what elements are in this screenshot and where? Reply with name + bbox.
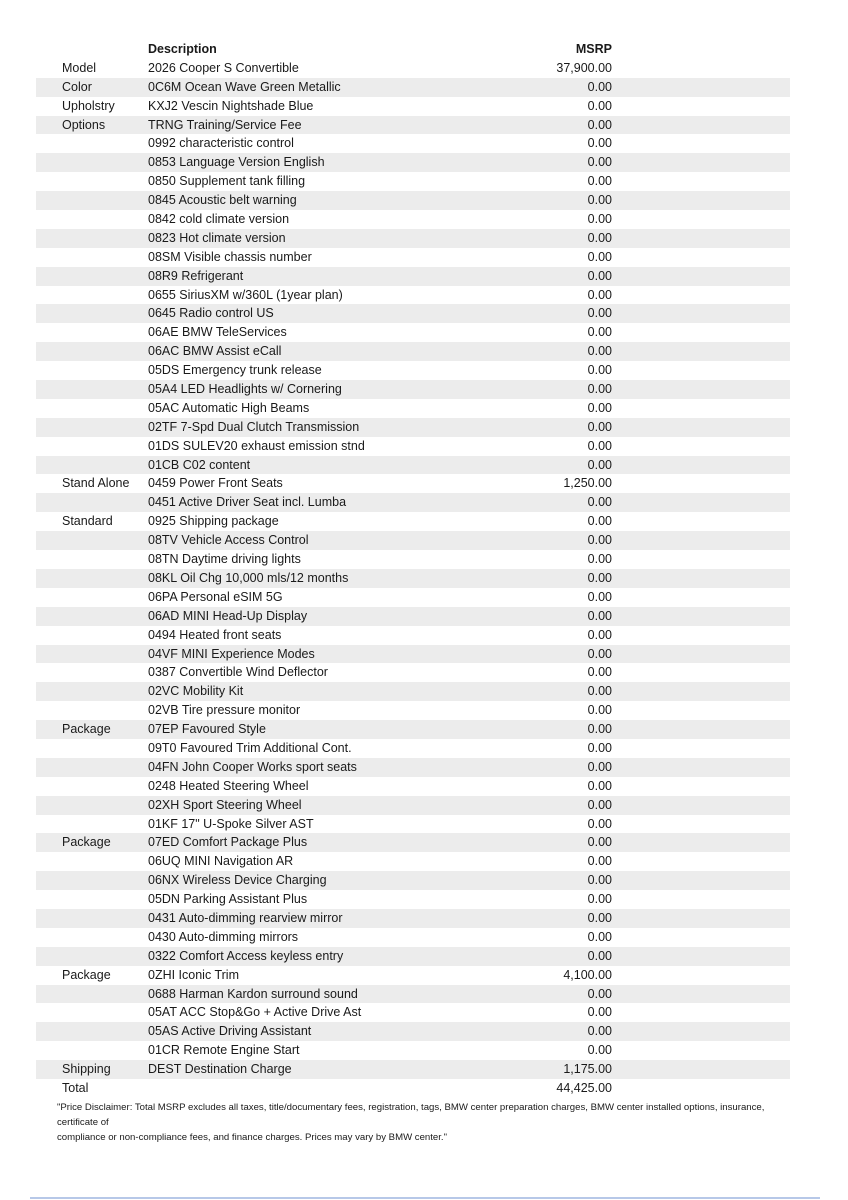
table-row [36,701,790,720]
row-description: 05AT ACC Stop&Go + Active Drive Ast [148,1005,362,1020]
row-msrp: 0.00 [587,249,612,264]
table-row [36,78,790,97]
row-description: 02XH Sport Steering Wheel [148,797,302,812]
row-spacer [612,796,790,815]
row-msrp: 0.00 [587,929,612,944]
row-spacer [612,550,790,569]
row-spacer [612,909,790,928]
row-description: 05AC Automatic High Beams [148,400,310,415]
row-spacer [612,172,790,191]
row-msrp: 0.00 [587,155,612,170]
row-msrp: 0.00 [587,759,612,774]
row-spacer [612,229,790,248]
row-msrp: 0.00 [587,325,612,340]
row-spacer [612,191,790,210]
table-row [36,985,790,1004]
row-category: Standard [62,514,113,529]
row-spacer [612,871,790,890]
row-description: 01CR Remote Engine Start [148,1043,300,1058]
table-row [36,342,790,361]
row-category [36,172,148,191]
table-rows [36,59,790,1098]
row-category [36,645,148,664]
row-description: 0992 characteristic control [148,136,294,151]
column-header-msrp: MSRP [575,42,612,56]
table-row [36,645,790,664]
table-row [36,890,790,909]
table-row [36,928,790,947]
row-spacer [612,134,790,153]
row-msrp: 0.00 [587,514,612,529]
row-description: 0430 Auto-dimming mirrors [148,929,299,944]
table-row [36,437,790,456]
row-spacer [612,210,790,229]
row-msrp: 0.00 [587,193,612,208]
row-description: 08KL Oil Chg 10,000 mls/12 months [148,570,349,585]
row-category: Total [62,1080,89,1095]
row-spacer [612,323,790,342]
row-description: 08SM Visible chassis number [148,249,312,264]
table-row [36,512,790,531]
row-spacer [612,78,790,97]
row-category [36,909,148,928]
table-row [36,248,790,267]
table-row [36,682,790,701]
row-description: 0387 Convertible Wind Deflector [148,665,328,680]
row-description: 0845 Acoustic belt warning [148,193,297,208]
table-row [36,304,790,323]
row-spacer [612,361,790,380]
row-category: Upholstry [62,98,115,113]
row-category [36,928,148,947]
row-spacer [612,758,790,777]
row-spacer [612,153,790,172]
table-row [36,116,790,135]
row-msrp: 0.00 [587,268,612,283]
table-row [36,720,790,739]
row-spacer [612,531,790,550]
row-category [36,361,148,380]
row-msrp: 0.00 [587,400,612,415]
price-disclaimer-line1: "Price Disclaimer: Total MSRP excludes all taxes, title/documentary fees, registration, tags, BMW center preparation charges, BMW center installed options, insurance, certificate of [57,1102,765,1128]
table-row [36,1079,790,1098]
table-row [36,531,790,550]
row-msrp: 0.00 [587,136,612,151]
row-spacer [612,437,790,456]
row-msrp: 0.00 [587,533,612,548]
row-spacer [612,947,790,966]
row-category [36,607,148,626]
row-msrp: 0.00 [587,892,612,907]
table-row [36,286,790,305]
row-msrp: 4,100.00 [563,967,612,982]
table-row [36,626,790,645]
row-category: Package [62,722,111,737]
row-msrp: 44,425.00 [556,1080,612,1095]
row-msrp: 0.00 [587,684,612,699]
table-row [36,796,790,815]
table-row [36,153,790,172]
row-category [36,210,148,229]
row-msrp: 0.00 [587,873,612,888]
table-row [36,588,790,607]
row-category [36,380,148,399]
row-category [36,323,148,342]
price-disclaimer-line2: compliance or non-compliance fees, and finance charges. Prices may vary by BMW center." [57,1131,447,1143]
table-row [36,569,790,588]
row-description: 0C6M Ocean Wave Green Metallic [148,79,341,94]
table-row [36,267,790,286]
row-category [36,531,148,550]
row-spacer [612,815,790,834]
row-description: 02TF 7-Spd Dual Clutch Transmission [148,419,360,434]
row-msrp: 0.00 [587,1005,612,1020]
table-row [36,474,790,493]
row-msrp: 0.00 [587,722,612,737]
row-spacer [612,493,790,512]
row-category [36,437,148,456]
row-description: 0925 Shipping package [148,514,279,529]
row-msrp: 0.00 [587,344,612,359]
row-spacer [612,588,790,607]
row-spacer [612,966,790,985]
row-description: 0ZHI Iconic Trim [148,967,239,982]
table-row [36,323,790,342]
row-spacer [612,1003,790,1022]
table-row [36,909,790,928]
row-category [36,153,148,172]
row-description: 01DS SULEV20 exhaust emission stnd [148,438,365,453]
row-description: 06UQ MINI Navigation AR [148,854,294,869]
row-category: Stand Alone [62,476,130,491]
row-category [36,985,148,1004]
row-description: 05AS Active Driving Assistant [148,1024,312,1039]
row-description: 07ED Comfort Package Plus [148,835,308,850]
row-spacer [612,833,790,852]
row-msrp: 0.00 [587,306,612,321]
row-description: 0459 Power Front Seats [148,476,283,491]
table-header-row [36,40,790,59]
row-category [36,890,148,909]
row-description: 06AD MINI Head-Up Display [148,608,308,623]
row-msrp: 0.00 [587,1024,612,1039]
table-row [36,361,790,380]
row-description: 08TV Vehicle Access Control [148,533,309,548]
row-description: 0823 Hot climate version [148,230,286,245]
row-msrp: 0.00 [587,986,612,1001]
row-msrp: 0.00 [587,457,612,472]
table-row [36,418,790,437]
row-spacer [612,569,790,588]
row-msrp: 0.00 [587,1043,612,1058]
row-category: Shipping [62,1062,111,1077]
row-spacer [612,607,790,626]
row-spacer [612,645,790,664]
column-header-category [36,40,148,59]
table-row [36,1003,790,1022]
row-description: 06NX Wireless Device Charging [148,873,327,888]
row-msrp: 0.00 [587,665,612,680]
row-category [36,304,148,323]
row-msrp: 0.00 [587,589,612,604]
row-msrp: 0.00 [587,854,612,869]
table-row [36,456,790,475]
table-row [36,1022,790,1041]
column-header-description: Description [148,42,217,56]
table-row [36,852,790,871]
row-spacer [612,380,790,399]
row-category [36,663,148,682]
row-category [36,399,148,418]
row-category [36,852,148,871]
row-spacer [612,342,790,361]
row-msrp: 0.00 [587,740,612,755]
table-row [36,210,790,229]
row-spacer [612,59,790,78]
row-spacer [612,418,790,437]
table-row [36,550,790,569]
row-spacer [612,1041,790,1060]
row-category [36,229,148,248]
row-description: 0850 Supplement tank filling [148,174,306,189]
row-msrp: 0.00 [587,363,612,378]
table-row [36,59,790,78]
row-description: KXJ2 Vescin Nightshade Blue [148,98,314,113]
row-msrp: 0.00 [587,495,612,510]
row-msrp: 0.00 [587,948,612,963]
row-spacer [612,852,790,871]
row-msrp: 0.00 [587,230,612,245]
table-row [36,663,790,682]
row-msrp: 1,175.00 [563,1062,612,1077]
row-category [36,588,148,607]
row-description: 0688 Harman Kardon surround sound [148,986,358,1001]
row-description: 0645 Radio control US [148,306,274,321]
row-description: 08R9 Refrigerant [148,268,244,283]
row-msrp: 0.00 [587,816,612,831]
row-description: 0431 Auto-dimming rearview mirror [148,910,343,925]
row-msrp: 0.00 [587,703,612,718]
row-description: 04FN John Cooper Works sport seats [148,759,357,774]
row-msrp: 0.00 [587,646,612,661]
table-row [36,134,790,153]
row-description: 07EP Favoured Style [148,722,266,737]
row-spacer [612,286,790,305]
row-category [36,191,148,210]
row-spacer [612,1060,790,1079]
row-category [36,796,148,815]
row-category [36,569,148,588]
row-msrp: 0.00 [587,382,612,397]
table-row [36,1060,790,1079]
table-row [36,871,790,890]
row-description: 2026 Cooper S Convertible [148,60,299,75]
row-category [36,1041,148,1060]
row-spacer [612,1022,790,1041]
row-category [36,342,148,361]
row-category [36,286,148,305]
row-description: 09T0 Favoured Trim Additional Cont. [148,740,352,755]
row-description: 0494 Heated front seats [148,627,282,642]
row-category: Package [62,967,111,982]
row-category [36,682,148,701]
row-spacer [612,739,790,758]
row-spacer [612,720,790,739]
row-description: 01CB C02 content [148,457,251,472]
row-description: 0248 Heated Steering Wheel [148,778,309,793]
row-msrp: 0.00 [587,608,612,623]
row-spacer [612,928,790,947]
table-row [36,380,790,399]
row-category [36,947,148,966]
row-description [148,1079,492,1098]
row-spacer [612,626,790,645]
row-description: 05DS Emergency trunk release [148,363,322,378]
row-msrp: 0.00 [587,778,612,793]
row-category [36,418,148,437]
row-spacer [612,116,790,135]
row-category: Color [62,79,92,94]
page-bottom-rule [30,1197,820,1199]
row-description: 02VB Tire pressure monitor [148,703,301,718]
row-description: 0451 Active Driver Seat incl. Lumba [148,495,347,510]
row-description: 05A4 LED Headlights w/ Cornering [148,382,342,397]
row-description: TRNG Training/Service Fee [148,117,302,132]
row-msrp: 1,250.00 [563,476,612,491]
row-description: 06AE BMW TeleServices [148,325,287,340]
table-row [36,1041,790,1060]
row-spacer [612,267,790,286]
row-spacer [612,512,790,531]
row-category [36,758,148,777]
row-category [36,626,148,645]
row-spacer [612,456,790,475]
row-category [36,701,148,720]
row-spacer [612,248,790,267]
row-msrp: 0.00 [587,98,612,113]
row-msrp: 0.00 [587,79,612,94]
row-msrp: 0.00 [587,552,612,567]
table-row [36,399,790,418]
row-description: 0842 cold climate version [148,212,290,227]
row-spacer [612,890,790,909]
row-description: DEST Destination Charge [148,1062,292,1077]
table-row [36,97,790,116]
row-msrp: 0.00 [587,835,612,850]
table-row [36,739,790,758]
row-category [36,815,148,834]
row-spacer [612,777,790,796]
row-description: 08TN Daytime driving lights [148,552,301,567]
row-spacer [612,701,790,720]
row-description: 0655 SiriusXM w/360L (1year plan) [148,287,343,302]
table-row [36,947,790,966]
row-category [36,134,148,153]
row-msrp: 0.00 [587,117,612,132]
row-description: 02VC Mobility Kit [148,684,244,699]
row-spacer [612,304,790,323]
row-spacer [612,1079,790,1098]
table-row [36,777,790,796]
row-msrp: 0.00 [587,419,612,434]
row-spacer [612,663,790,682]
row-msrp: 0.00 [587,438,612,453]
row-category: Package [62,835,111,850]
row-category [36,739,148,758]
row-category [36,456,148,475]
row-spacer [612,985,790,1004]
row-description: 04VF MINI Experience Modes [148,646,315,661]
table-row [36,758,790,777]
row-description: 05DN Parking Assistant Plus [148,892,308,907]
table-row [36,815,790,834]
row-description: 0853 Language Version English [148,155,325,170]
table-row [36,966,790,985]
row-category [36,871,148,890]
table-row [36,191,790,210]
row-category [36,493,148,512]
row-spacer [612,474,790,493]
row-spacer [612,399,790,418]
row-msrp: 0.00 [587,212,612,227]
row-description: 06PA Personal eSIM 5G [148,589,283,604]
row-category: Model [62,60,97,75]
table-row [36,493,790,512]
row-category [36,550,148,569]
row-category: Options [62,117,106,132]
row-category [36,267,148,286]
row-category [36,248,148,267]
row-msrp: 0.00 [587,910,612,925]
row-spacer [612,682,790,701]
row-msrp: 0.00 [587,174,612,189]
row-msrp: 0.00 [587,627,612,642]
vehicle-pricing-table [36,40,790,1098]
row-msrp: 0.00 [587,570,612,585]
table-row [36,229,790,248]
row-description: 0322 Comfort Access keyless entry [148,948,344,963]
price-disclaimer [57,1101,797,1145]
row-category [36,1003,148,1022]
row-category [36,777,148,796]
row-msrp: 37,900.00 [556,60,612,75]
table-row [36,172,790,191]
row-description: 01KF 17" U-Spoke Silver AST [148,816,314,831]
row-description: 06AC BMW Assist eCall [148,344,282,359]
table-row [36,833,790,852]
row-msrp: 0.00 [587,287,612,302]
table-row [36,607,790,626]
row-msrp: 0.00 [587,797,612,812]
row-category [36,1022,148,1041]
row-spacer [612,97,790,116]
header-spacer [612,40,790,59]
